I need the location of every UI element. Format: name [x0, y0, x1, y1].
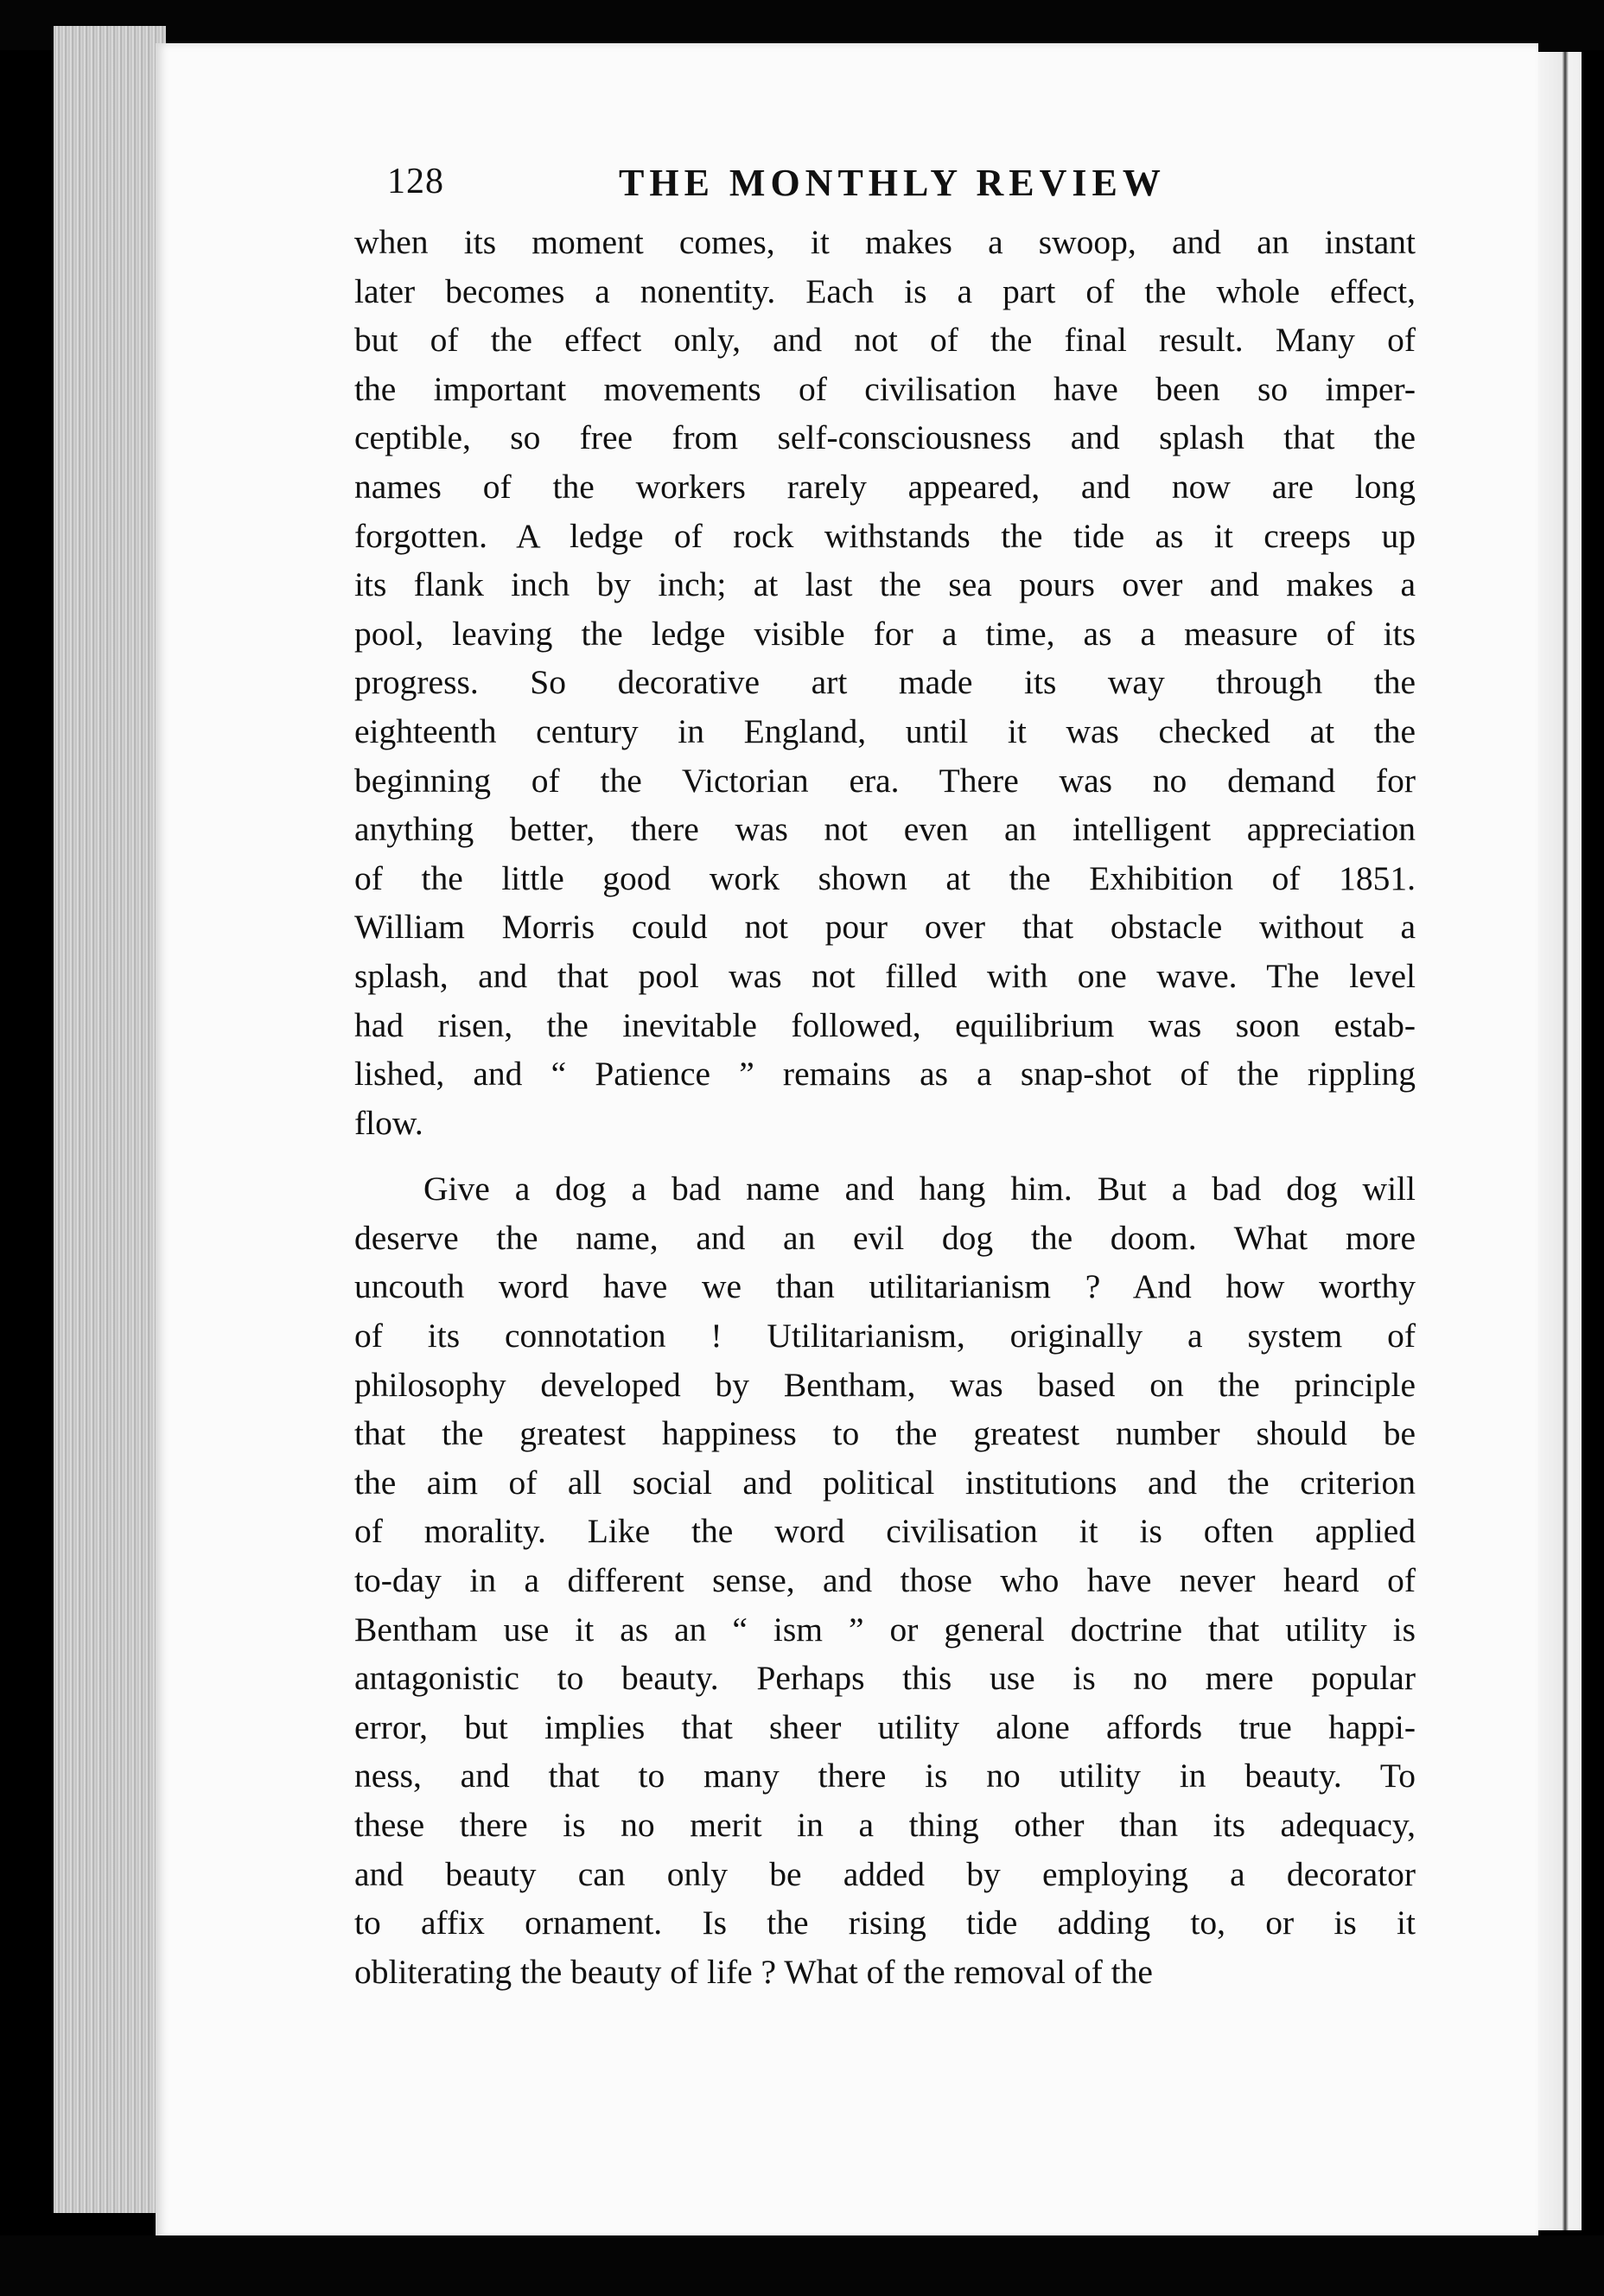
text-line: William Morris could not pour over that obstacle without a — [354, 908, 1416, 947]
text-line: when its moment comes, it makes a swoop, and an instant — [354, 223, 1416, 261]
text-line: the aim of all social and political institutions and the criterion — [354, 1463, 1416, 1502]
text-line: splash, and that pool was not filled with one wave. The level — [354, 956, 1416, 995]
text-line: progress. So decorative art made its way through the — [354, 663, 1416, 702]
text-line: anything better, there was not even an intelligent appreciation — [354, 810, 1416, 849]
text-line: to-day in a different sense, and those who have never heard of — [354, 1561, 1416, 1600]
paragraph — [354, 1164, 1416, 1996]
page-number: 128 — [387, 162, 444, 201]
text-line: forgotten. A ledge of rock withstands the tide as it creeps up — [354, 516, 1416, 555]
paragraph-gap — [354, 1147, 1416, 1164]
text-line: later becomes a nonentity. Each is a part of the whole effect, — [354, 271, 1416, 310]
text-line: of the little good work shown at the Exhibition of 1851. — [354, 858, 1416, 897]
text-line: but of the effect only, and not of the final result. Many of — [354, 321, 1416, 360]
text-line: eighteenth century in England, until it was checked at the — [354, 711, 1416, 750]
text-line: the important movements of civilisation have been so imper- — [354, 369, 1416, 408]
text-line: philosophy developed by Bentham, was based on the principle — [354, 1365, 1416, 1404]
text-line: and beauty can only be added by employing a decorator — [354, 1854, 1416, 1893]
text-line: pool, leaving the ledge visible for a time, as a measure of its — [354, 614, 1416, 653]
text-line: uncouth word have we than utilitarianism ? And how worthy — [354, 1267, 1416, 1306]
text-line: of its connotation ! Utilitarianism, originally a system of — [354, 1317, 1416, 1355]
text-line: Give a dog a bad name and hang him. But a bad dog will — [423, 1170, 1416, 1209]
text-line: its flank inch by inch; at last the sea pours over and makes a — [354, 565, 1416, 604]
running-header — [387, 161, 1251, 213]
text-line: that the greatest happiness to the greatest number should be — [354, 1414, 1416, 1453]
scan-border-bottom — [0, 2235, 1604, 2296]
text-line: ness, and that to many there is no utility in beauty. To — [354, 1757, 1416, 1795]
text-line: to affix ornament. Is the rising tide adding to, or is it — [354, 1904, 1416, 1942]
text-line: of morality. Like the word civilisation it is often applied — [354, 1512, 1416, 1551]
text-line: flow. — [354, 1103, 423, 1142]
paragraph — [354, 218, 1416, 1147]
text-line: names of the workers rarely appeared, and now are long — [354, 467, 1416, 506]
body-text — [354, 218, 1416, 1996]
text-line: had risen, the inevitable followed, equilibrium was soon estab- — [354, 1005, 1416, 1044]
facing-page-edge — [1538, 52, 1582, 2230]
text-line: deserve the name, and an evil dog the doom. What more — [354, 1218, 1416, 1257]
text-line: antagonistic to beauty. Perhaps this use is no mere popular — [354, 1659, 1416, 1698]
book-page-edges — [54, 26, 166, 2213]
running-title: THE MONTHLY REVIEW — [619, 162, 1166, 204]
text-line: Bentham use it as an “ ism ” or general doctrine that utility is — [354, 1610, 1416, 1649]
text-line: ceptible, so free from self-consciousness and splash that the — [354, 418, 1416, 457]
text-line: error, but implies that sheer utility alone affords true happi- — [354, 1707, 1416, 1746]
text-line: obliterating the beauty of life ? What of the removal of the — [354, 1952, 1153, 1991]
text-line: beginning of the Victorian era. There was no demand for — [354, 761, 1416, 800]
text-line: lished, and “ Patience ” remains as a snap-shot of the rippling — [354, 1055, 1416, 1094]
text-line: these there is no merit in a thing other than its adequacy, — [354, 1806, 1416, 1844]
